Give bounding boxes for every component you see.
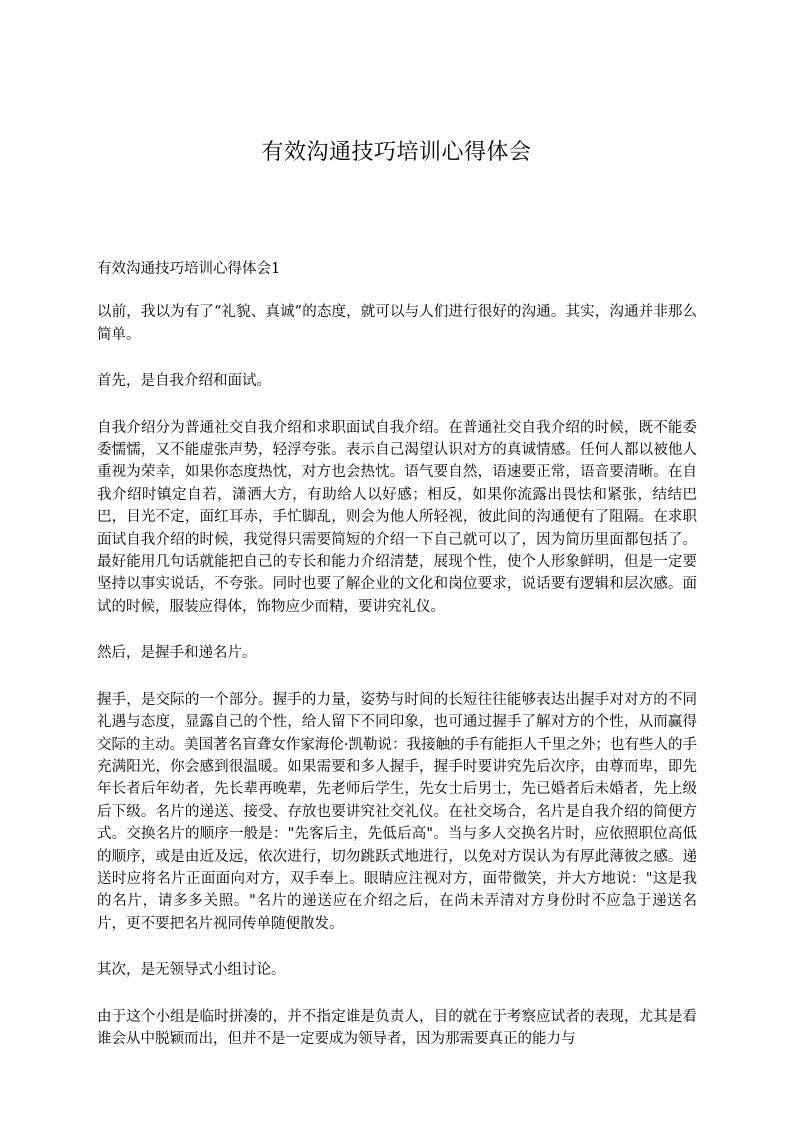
paragraph-topic-handshake: 然后，是握手和递名片。 bbox=[97, 645, 257, 662]
paragraph-self-introduction-details: 自我介绍分为普通社交自我介绍和求职面试自我介绍。在普通社交自我介绍的时候，既不能委委懦懦，又不能虚张声势，轻浮夸张。表示自己渴望认识对方的真诚情感。任何人都以被他人重视为荣幸，如果你态度热忱，对方也会热忱。语气要自然，语速要正常，语音要清晰。在自我介绍时镇定自若，潇洒大方，有助给人以好感；相反，如果你流露出畏怯和紧张，结结巴巴，目光不定，面红耳赤，手忙脚乱，则会为他人所轻视，彼此间的沟通便有了阻隔。在求职面试自我介绍的时候，我觉得只需要简短的介绍一下自己就可以了，因为简历里面都包括了。最好能用几句话就能把自己的专长和能力介绍清楚，展现个性，使个人形象鲜明，但是一定要坚持以事实说话，不夸张。同时也要了解企业的文化和岗位要求，说话要有逻辑和层次感。面试的时候，服装应得体，饰物应少而精，要讲究礼仪。 bbox=[97, 419, 697, 615]
paragraph-topic-group-discussion: 其次，是无领导式小组讨论。 bbox=[97, 962, 286, 979]
paragraph-group-discussion-details: 由于这个小组是临时拼凑的，并不指定谁是负责人，目的就在于考察应试者的表现，尤其是看谁会从中脱颖而出，但并不是一定要成为领导者，因为那需要真正的能力与 bbox=[97, 1008, 697, 1047]
document-title: 有效沟通技巧培训心得体会 bbox=[261, 140, 532, 165]
section-heading: 有效沟通技巧培训心得体会1 bbox=[97, 261, 281, 277]
document-body bbox=[97, 258, 697, 1074]
paragraph-handshake-details: 握手，是交际的一个部分。握手的力量，姿势与时间的长短往往能够表达出握手对对方的不同礼遇与态度，显露自己的个性，给人留下不同印象，也可通过握手了解对方的个性，从而赢得交际的主动。美国著名盲聋女作家海伦·凯勒说：我接触的手有能拒人千里之外；也有些人的手充满阳光，你会感到很温暖。如果需要和多人握手，握手时要讲究先后次序，由尊而卑，即先年长者后年幼者，先长辈再晚辈，先老师后学生，先女士后男士，先已婚者后未婚者，先上级后下级。名片的递送、接受、存放也要讲究社交礼仪。在社交场合，名片是自我介绍的简便方式。交换名片的顺序一般是："先客后主，先低后高"。当与多人交换名片时，应依照职位高低的顺序，或是由近及远，依次进行，切勿跳跃式地进行，以免对方误认为有厚此薄彼之感。递送时应将名片正面面向对方，双手奉上。眼睛应注视对方，面带微笑，并大方地说："这是我的名片，请多多关照。"名片的递送应在介绍之后，在尚未弄清对方身份时不应急于递送名片，更不要把名片视同传单随便散发。 bbox=[97, 691, 697, 932]
paragraph-intro: 以前，我以为有了“礼貌、真诚”的态度，就可以与人们进行很好的沟通。其实，沟通并非那么简单。 bbox=[97, 304, 697, 343]
paragraph-topic-self-introduction: 首先，是自我介绍和面试。 bbox=[97, 373, 271, 390]
